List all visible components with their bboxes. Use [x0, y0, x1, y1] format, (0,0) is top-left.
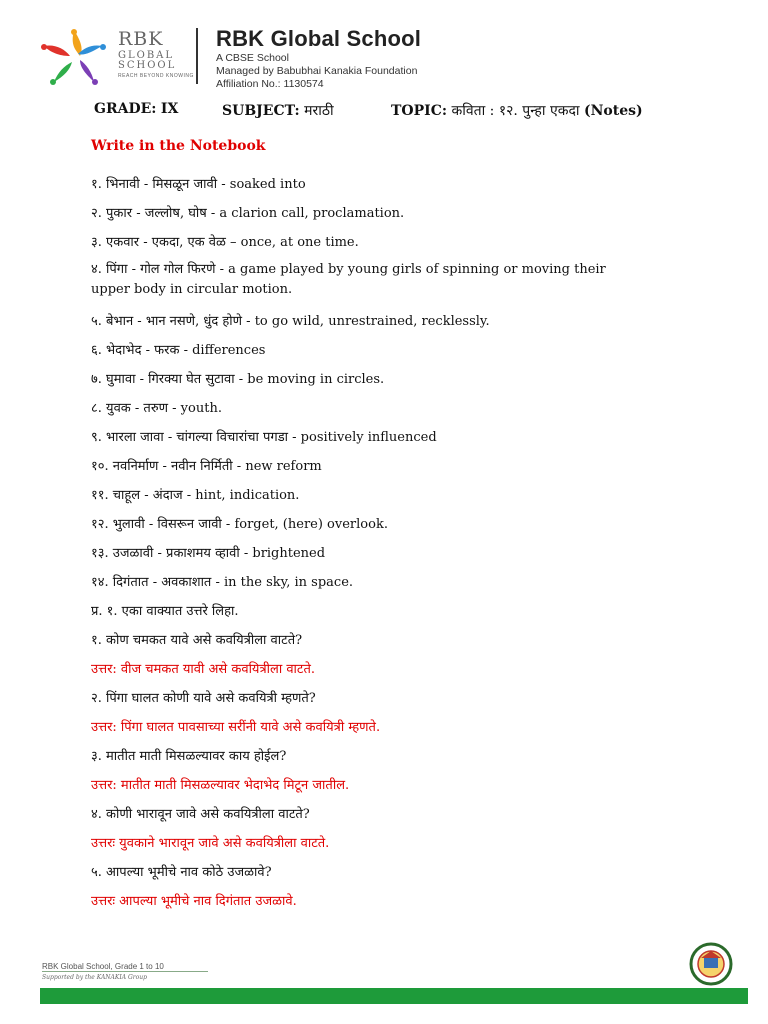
footer-bar — [40, 988, 748, 1004]
vocab-item: १४. दिगंतात - अवकाशात - in the sky, in space. — [91, 575, 354, 590]
footer-school: RBK Global School, Grade 1 to 10 — [42, 962, 164, 971]
qa-heading: प्र. १. एका वाक्यात उत्तरे लिहा. — [91, 604, 239, 619]
topic-info: TOPIC: कविता : १२. पुन्हा एकदा (Notes) — [391, 103, 643, 119]
vocab-item: १३. उजळावी - प्रकाशमय व्हावी - brightened — [91, 546, 326, 561]
header-divider — [196, 28, 198, 84]
answer: उत्तरः युवकाने भारावून जावे असे कवयित्रीला वाटते. — [91, 836, 330, 851]
logo-wordmark: RBK GLOBAL SCHOOL REACH BEYOND KNOWING — [118, 28, 194, 79]
grade-info: GRADE: IX — [94, 101, 179, 117]
vocab-item: २. पुकार - जल्लोष, घोष - a clarion call, proclamation. — [91, 206, 405, 221]
vocab-item: ११. चाहूल - अंदाज - hint, indication. — [91, 488, 300, 503]
vocab-item: ६. भेदाभेद - फरक - differences — [91, 343, 266, 358]
vocab-item: ९. भारला जावा - चांगल्या विचारांचा पगडा - positively influenced — [91, 430, 437, 445]
school-management: Managed by Babubhai Kanakia Foundation — [216, 65, 418, 77]
cbse-emblem-icon — [681, 942, 741, 986]
subject-info: SUBJECT: मराठी — [222, 103, 334, 119]
school-affiliation: Affiliation No.: 1130574 — [216, 78, 324, 90]
vocab-item: ४. पिंगा - गोल गोल फिरणे - a game played by young girls of spinning or moving their upper body in circular motion. — [91, 262, 606, 297]
vocab-item: १. भिनावी - मिसळून जावी - soaked into — [91, 177, 306, 192]
school-board: A CBSE School — [216, 52, 289, 64]
school-logo — [40, 26, 108, 86]
school-name: RBK Global School — [216, 26, 422, 51]
school-heading — [216, 26, 421, 91]
vocab-item: ७. घुमावा - गिरक्या घेत सुटावा - be moving in circles. — [91, 372, 385, 387]
instruction: Write in the Notebook — [91, 138, 266, 154]
vocab-item: १२. भुलावी - विसरून जावी - forget, (here) overlook. — [91, 517, 388, 532]
vocab-item: ८. युवक - तरुण - youth. — [91, 401, 222, 416]
footer-support: Supported by the KANAKIA Group — [42, 974, 147, 981]
question: ५. आपल्या भूमीचे नाव कोठे उजळावे? — [91, 865, 272, 880]
vocab-item: ५. बेभान - भान नसणे, धुंद होणे - to go wild, unrestrained, recklessly. — [91, 314, 490, 329]
answer: उत्तर: वीज चमकत यावी असे कवयित्रीला वाटते. — [91, 662, 316, 677]
question: २. पिंगा घालत कोणी यावे असे कवयित्री म्हणते? — [91, 691, 316, 706]
answer: उत्तर: मातीत माती मिसळल्यावर भेदाभेद मिटून जातील. — [91, 778, 350, 793]
vocab-item: ३. एकवार - एकदा, एक वेळ – once, at one time. — [91, 235, 359, 250]
vocab-item: १०. नवनिर्माण - नवीन निर्मिती - new reform — [91, 459, 322, 474]
info-row — [0, 101, 768, 121]
answer: उत्तर: पिंगा घालत पावसाच्या सरींनी यावे असे कवयित्री म्हणते. — [91, 720, 381, 735]
question: ४. कोणी भारावून जावे असे कवयित्रीला वाटते? — [91, 807, 310, 822]
question: १. कोण चमकत यावे असे कवयित्रीला वाटते? — [91, 633, 303, 648]
footer-rule — [42, 971, 208, 972]
answer: उत्तरः आपल्या भूमीचे नाव दिगंतात उजळावे. — [91, 894, 297, 909]
question: ३. मातीत माती मिसळल्यावर काय होईल? — [91, 749, 287, 764]
